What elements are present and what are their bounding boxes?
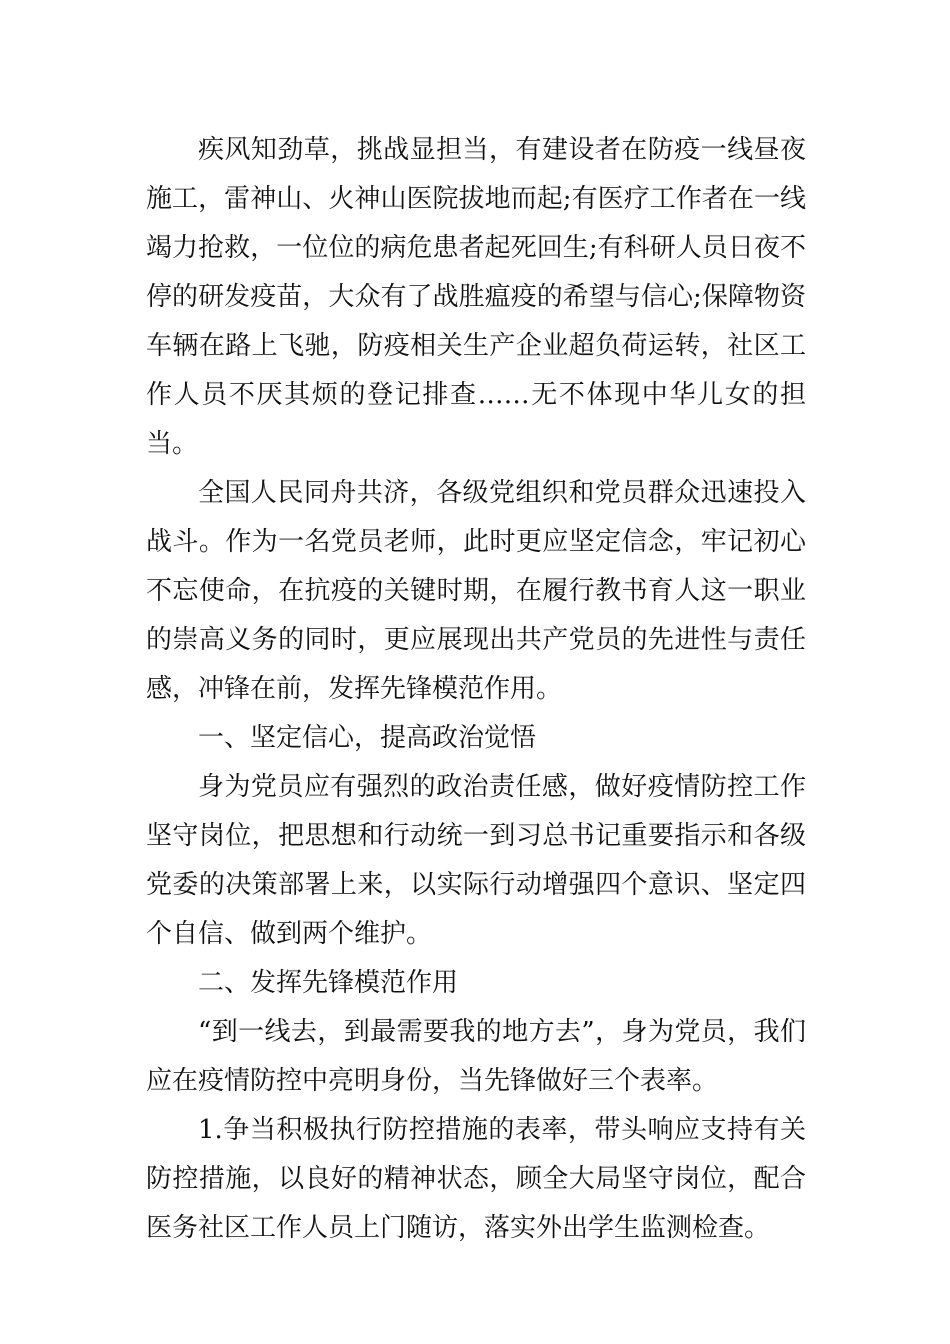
paragraph-item-1: 1.争当积极执行防控措施的表率，带头响应支持有关防控措施，以良好的精神状态，顾全大局坚守岗位，配合医务社区工作人员上门随访，落实外出学生监测检查。 [146, 1115, 806, 1243]
paragraph-unity: 全国人民同舟共济，各级党组织和党员群众迅速投入战斗。作为一名党员老师，此时更应坚定信念，牢记初心不忘使命，在抗疫的关键时期，在履行教书育人这一职业的崇高义务的同时，更应展现出共产党员的先进性与责任感，冲锋在前，发挥先锋模范作用。 [146, 478, 806, 704]
paragraph-frontline: “到一线去，到最需要我的地方去”，身为党员，我们应在疫情防控中亮明身份，当先锋做好三个表率。 [146, 1017, 806, 1096]
section-heading-2: 二、发挥先锋模范作用 [198, 968, 459, 998]
document-page [146, 126, 806, 1253]
section-heading-1: 一、坚定信心，提高政治觉悟 [198, 723, 537, 753]
paragraph-political-responsibility: 身为党员应有强烈的政治责任感，做好疫情防控工作坚守岗位，把思想和行动统一到习总书记重要指示和各级党委的决策部署上来，以实际行动增强四个意识、坚定四个自信、做到两个维护。 [146, 772, 806, 949]
paragraph-bravery: 疾风知劲草，挑战显担当，有建设者在防疫一线昼夜施工，雷神山、火神山医院拔地而起;有医疗工作者在一线竭力抢救，一位位的病危患者起死回生;有科研人员日夜不停的研发疫苗，大众有了战胜瘟疫的希望与信心;保障物资车辆在路上飞驰，防疫相关生产企业超负荷运转，社区工作人员不厌其烦的登记排查……无不体现中华儿女的担当。 [146, 135, 806, 459]
